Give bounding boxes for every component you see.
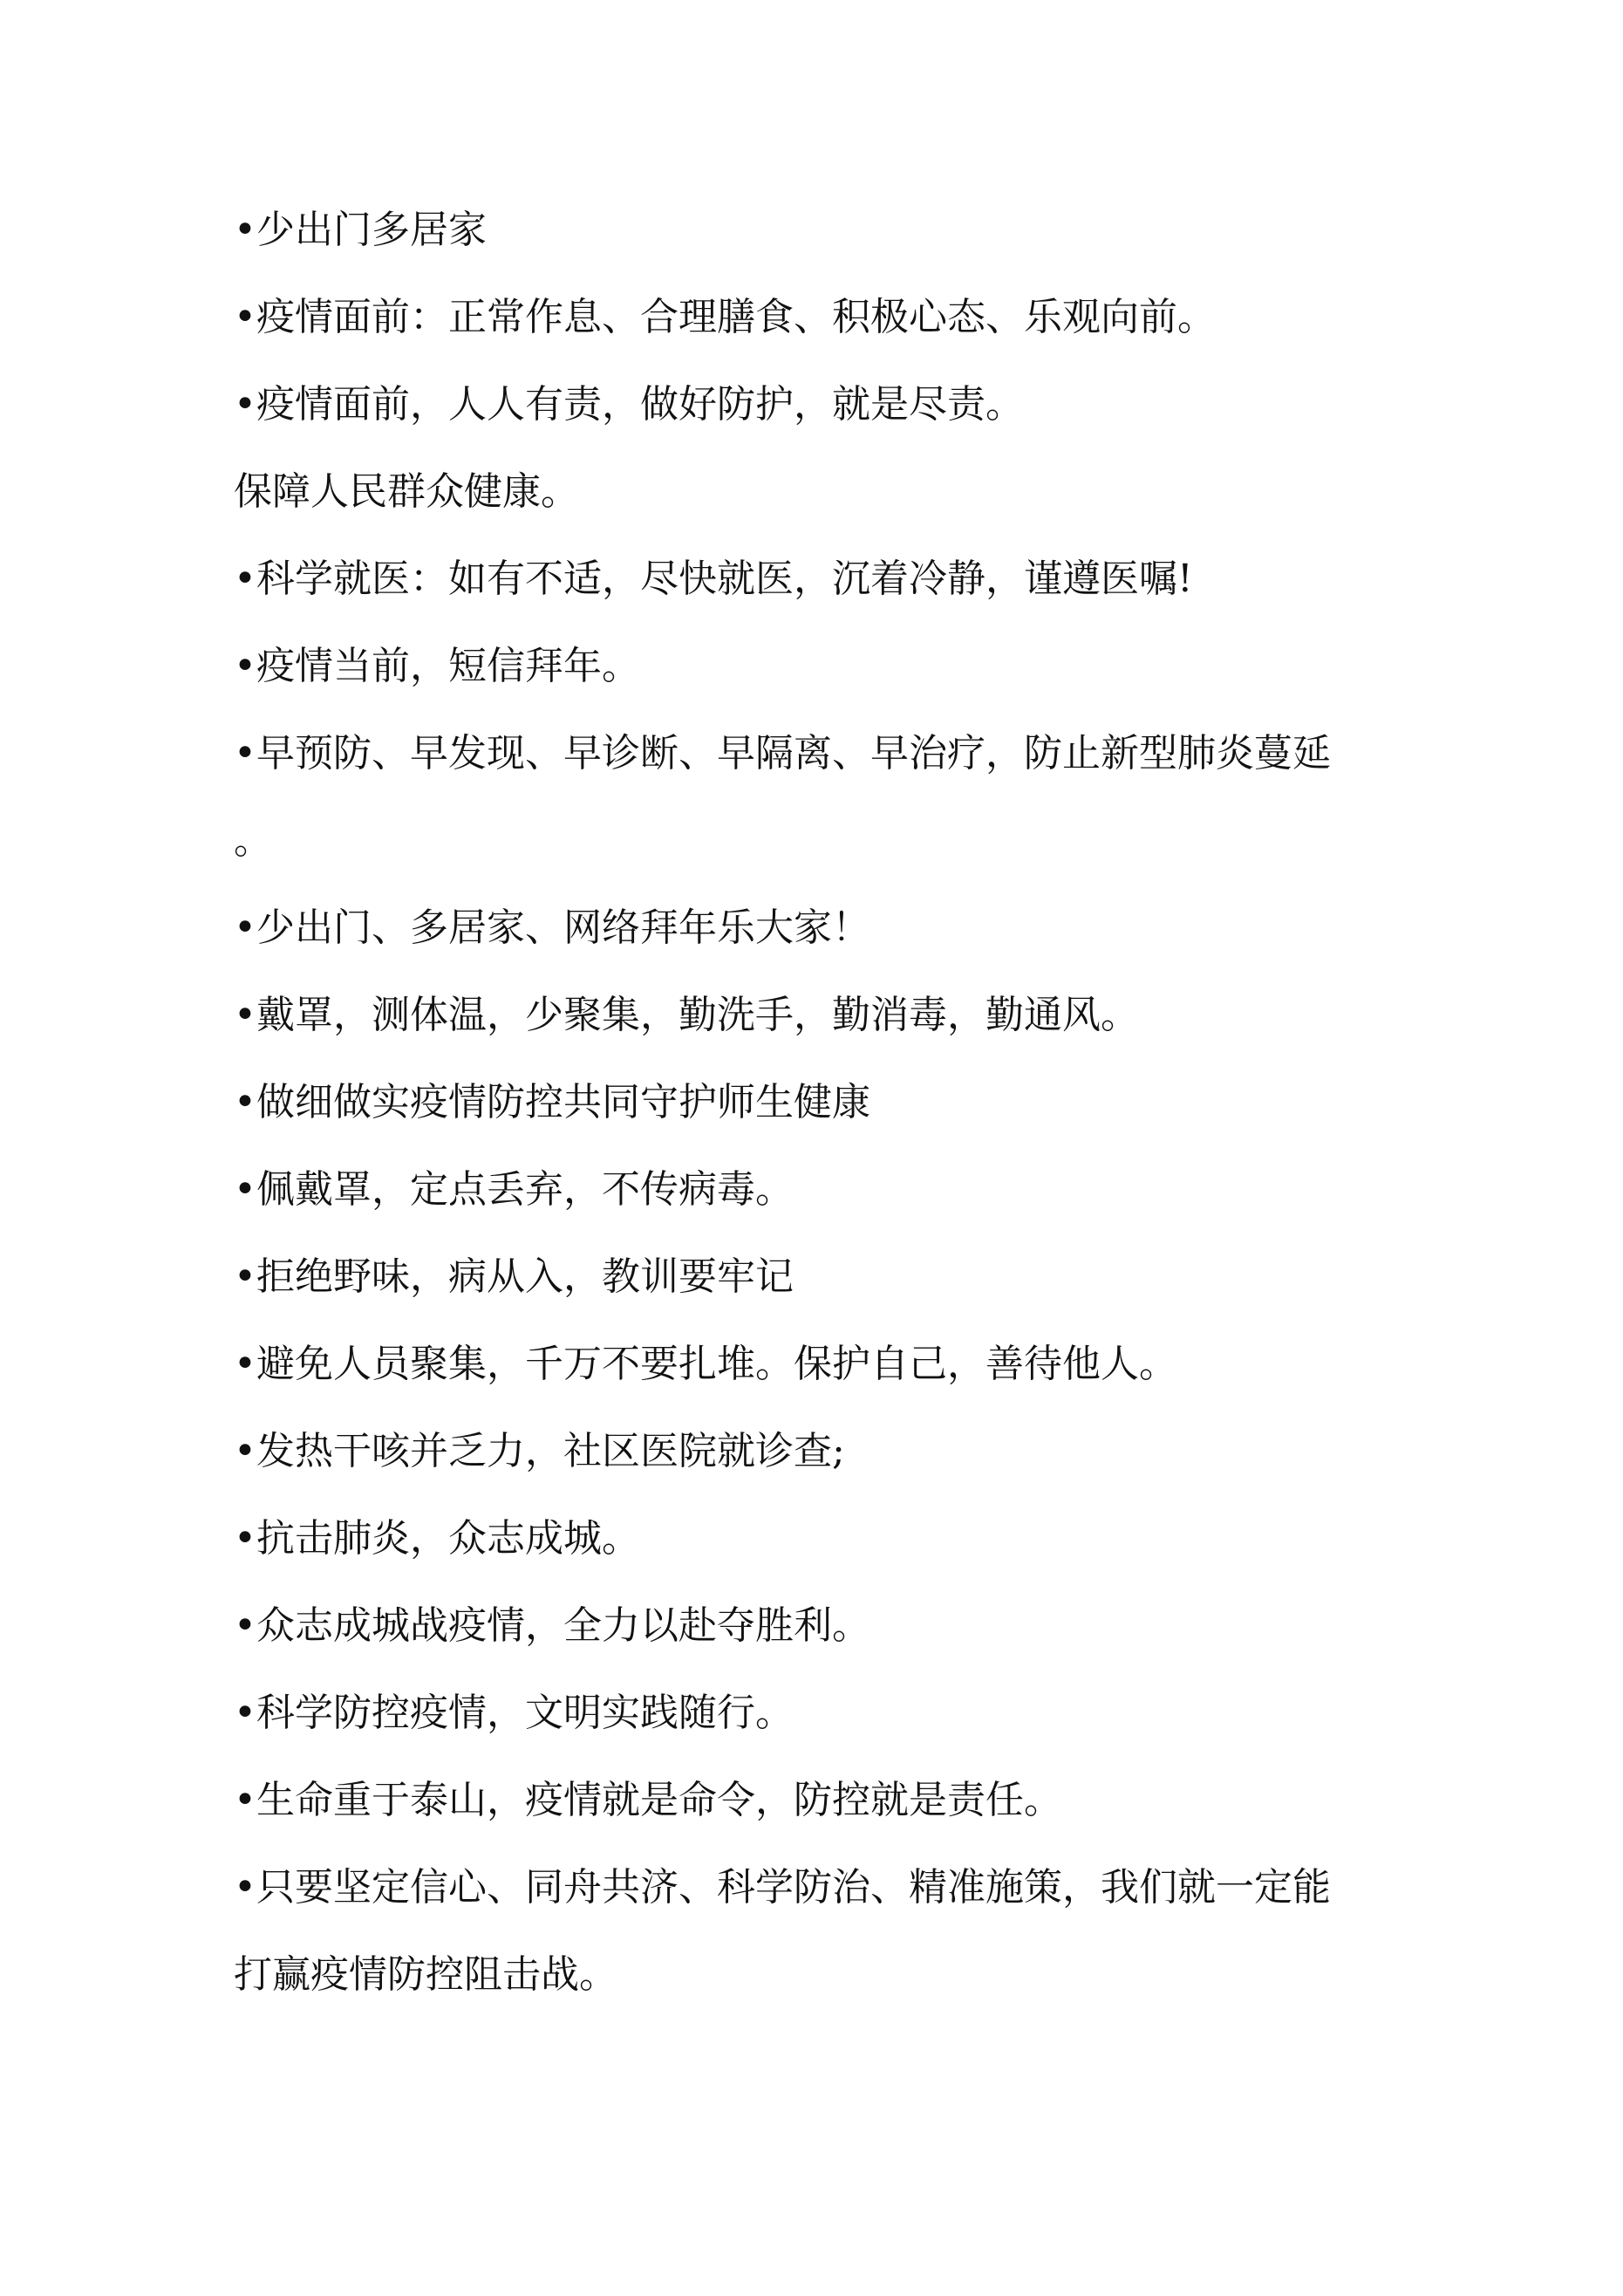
text-line: •拒绝野味，病从入，教训要牢记 xyxy=(234,1254,794,1299)
document-body xyxy=(234,202,1420,2034)
text-line: •发热干咳并乏力，社区医院就诊查; xyxy=(234,1429,845,1473)
text-line: •抗击肺炎，众志成城。 xyxy=(234,1516,640,1561)
text-line: •科学防控疫情，文明实践随行。 xyxy=(234,1691,794,1735)
text-line: •科学就医：如有不适，尽快就医，沉着冷静，谨遵医嘱! xyxy=(234,557,1193,601)
text-line: •只要坚定信心、同舟共济、科学防治、精准施策，我们就一定能 xyxy=(234,1865,1331,1910)
text-line: •疫情当前，短信拜年。 xyxy=(234,644,640,688)
text-line: •少出门多居家 xyxy=(234,208,487,252)
text-line: •疫情面前，人人有责，做好防护，就是尽责。 xyxy=(234,382,1024,427)
text-line: •少出门、多居家、网络拜年乐大家！ xyxy=(234,905,870,950)
text-line: •疫情面前：正常作息、合理膳食、积极心态、乐观向前。 xyxy=(234,295,1216,339)
text-line: •避免人员聚集，千万不要扎堆。保护自己，善待他人。 xyxy=(234,1342,1177,1386)
text-line: •佩戴罩，定点丢弃，不传病毒。 xyxy=(234,1167,794,1212)
text-line: •早预防、早发现、早诊断、早隔离、早治疗，防止新型肺炎蔓延 xyxy=(234,731,1331,776)
text-line: •众志成城战疫情，全力以赴夺胜利。 xyxy=(234,1603,870,1648)
text-line: •做细做实疫情防控共同守护师生健康 xyxy=(234,1080,870,1124)
text-line: •生命重于泰山，疫情就是命令，防控就是责任。 xyxy=(234,1778,1062,1822)
text-line: 打赢疫情防控阻击战。 xyxy=(234,1952,617,1997)
text-line: •戴罩，测体温，少聚集，勤洗手，勤消毒，勤通风。 xyxy=(234,993,1139,1037)
text-line: 保障人民群众健康。 xyxy=(234,469,579,514)
text-line: 。 xyxy=(234,818,272,863)
